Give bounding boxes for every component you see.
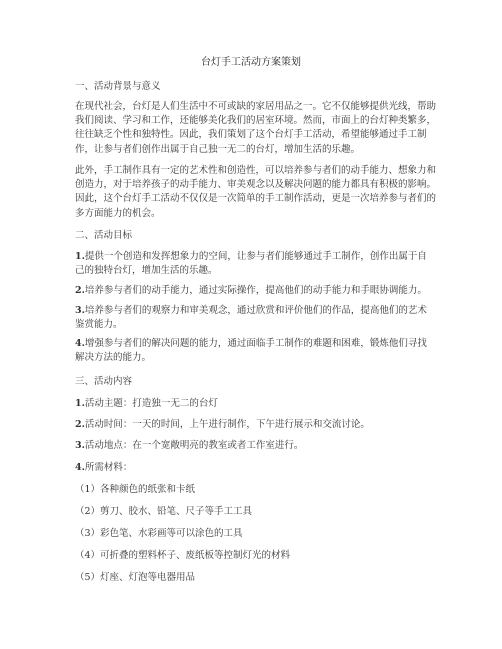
content-item-3: 3.活动地点：在一个宽敞明亮的教室或者工作室进行。 — [75, 440, 304, 451]
section-heading-goals: 二、活动目标 — [75, 230, 133, 241]
materials-item-5: （5）灯座、灯泡等电器用品 — [75, 572, 196, 583]
goal-item-4: 4.增强参与者们的解决问题的能力，通过面临手工制作的难题和困难，锻炼他们寻找解决方法的能力。 — [75, 338, 427, 364]
goal-item-2: 2.培养参与者们的动手能力，通过实际操作，提高他们的动手能力和手眼协调能力。 — [75, 285, 427, 296]
document-title: 台灯手工活动方案策划 — [201, 57, 301, 68]
content-item-1: 1.活动主题：打造独一无二的台灯 — [75, 398, 218, 409]
materials-item-2: （2）剪刀、胶水、铅笔、尺子等手工工具 — [75, 506, 253, 517]
section-heading-content: 三、活动内容 — [75, 376, 133, 387]
content-item-2: 2.活动时间：一天的时间，上午进行制作，下午进行展示和交流讨论。 — [75, 419, 370, 430]
goal-item-1: 1.提供一个创造和发挥想象力的空间，让参与者们能够通过手工制作，创作出属于自己的独特台灯，增加生活的乐趣。 — [75, 251, 427, 277]
materials-item-4: （4）可折叠的塑料杯子、废纸板等控制灯光的材料 — [75, 550, 291, 561]
materials-item-3: （3）彩色笔、水彩画等可以涂色的工具 — [75, 528, 243, 539]
materials-item-1: （1）各种颜色的纸张和卡纸 — [75, 484, 196, 495]
goal-item-3: 3.培养参与者们的观察力和审美观念，通过欣赏和评价他们的作品，提高他们的艺术鉴赏能力。 — [75, 305, 427, 331]
section-heading-background: 一、活动背景与意义 — [75, 81, 161, 92]
content-item-4: 4.所需材料： — [75, 462, 133, 473]
paragraph-background-2: 此外，手工制作具有一定的艺术性和创造性，可以培养参与者们的动手能力、想象力和创造力，对于培养孩子的动手能力、审美观念以及解决问题的能力都具有积极的影响。因此，这个台灯手工活动不仅仅是一次简单的手工制作活动，更是一次培养参与者们的多方面能力的机会。 — [75, 165, 437, 219]
paragraph-background-1: 在现代社会，台灯是人们生活中不可或缺的家居用品之一。它不仅能够提供光线，帮助我们阅读、学习和工作，还能够美化我们的居室环境。然而，市面上的台灯种类繁多，往往缺乏个性和独特性。因此，我们策划了这个台灯手工活动，希望能够通过手工制作，让参与者们创作出属于自己独一无二的台灯，增加生活的乐趣。 — [75, 101, 437, 155]
